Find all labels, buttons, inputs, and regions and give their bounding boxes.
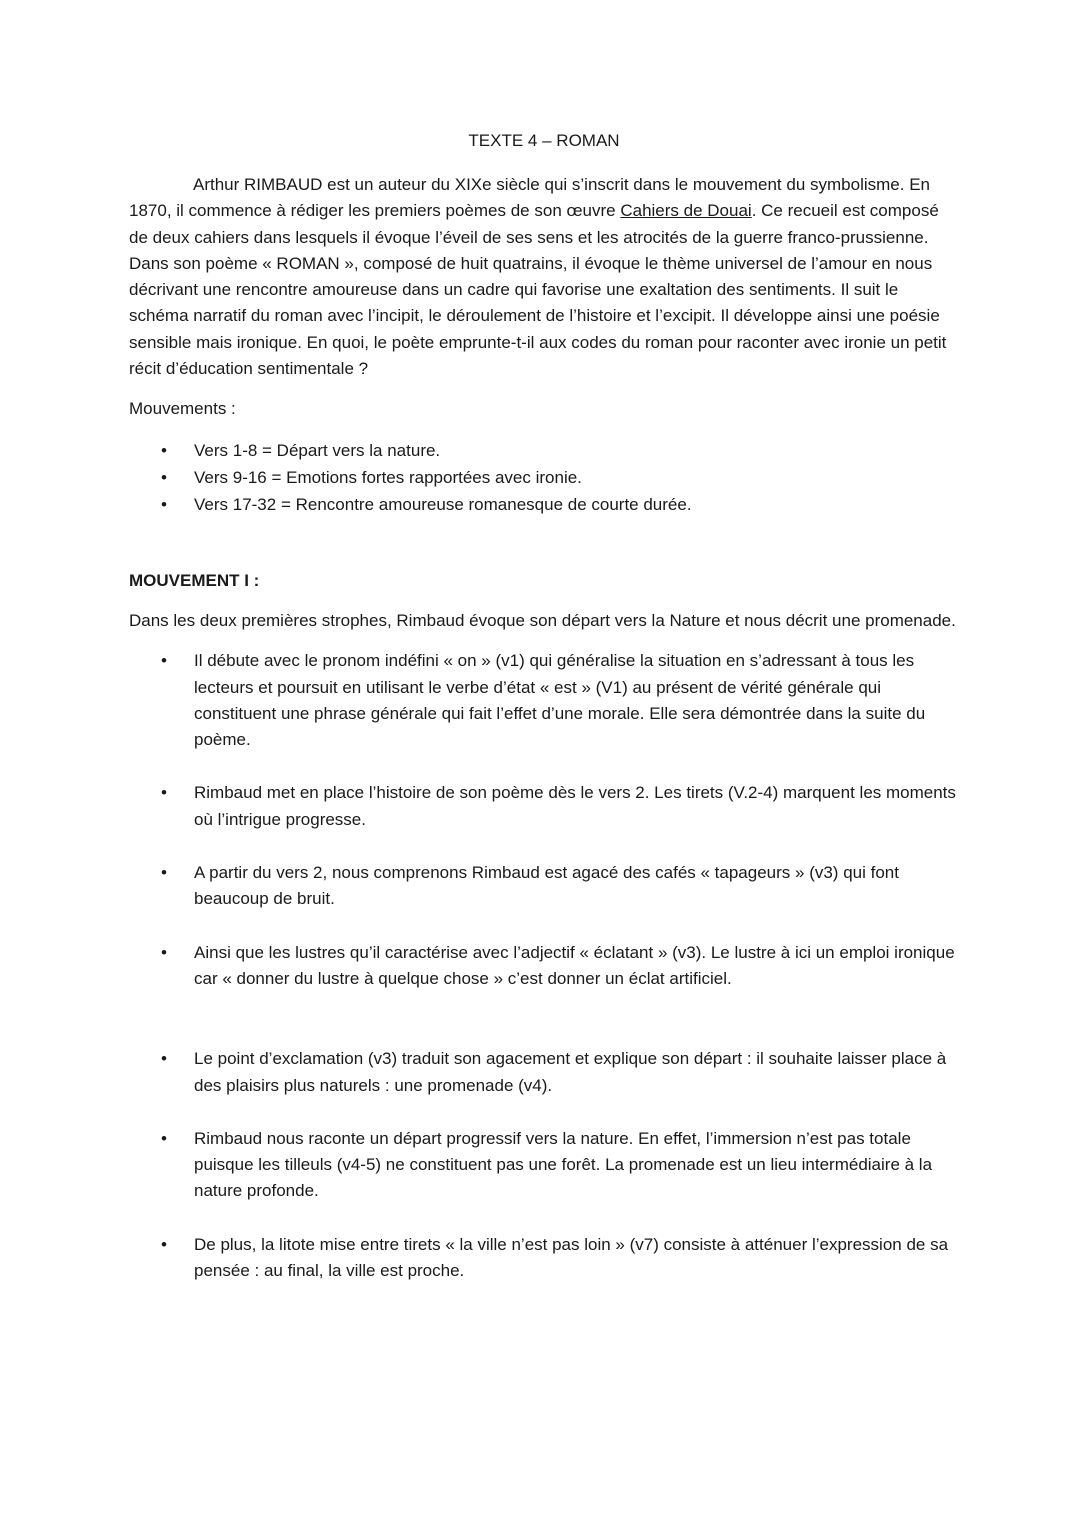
list-item-text: De plus, la litote mise entre tirets « la ville n’est pas loin » (v7) consiste à atténuer l’expression de sa pensée : au final, la ville est proche. xyxy=(194,1234,949,1281)
list-item xyxy=(129,780,959,833)
page-title: TEXTE 4 – ROMAN xyxy=(468,131,620,150)
bullet-icon: • xyxy=(161,1234,167,1254)
mouvements-label: Mouvements : xyxy=(129,399,236,419)
list-item-text: Rimbaud met en place l’histoire de son poème dès le vers 2. Les tirets (V.2-4) marquent les moments où l’intrigue progresse. xyxy=(194,783,956,829)
bullet-icon: • xyxy=(161,467,167,487)
list-item xyxy=(129,437,959,464)
intro-paragraph xyxy=(129,172,959,382)
bullet-icon: • xyxy=(161,494,167,514)
bullet-icon: • xyxy=(161,440,167,460)
list-item xyxy=(129,464,959,491)
list-item xyxy=(129,1126,959,1205)
list-item-text: Vers 9-16 = Emotions fortes rapportées avec ironie. xyxy=(194,467,582,487)
list-item xyxy=(129,1232,959,1285)
list-item-text: Vers 1-8 = Départ vers la nature. xyxy=(194,440,441,460)
list-item-text: Vers 17-32 = Rencontre amoureuse romanesque de courte durée. xyxy=(194,494,692,514)
work-title-underlined: Cahiers de Douai xyxy=(620,201,752,221)
bullet-icon: • xyxy=(161,1128,167,1148)
list-item-text: Rimbaud nous raconte un départ progressif vers la nature. En effet, l’immersion n’est pas totale puisque les tilleuls (v4-5) ne constituent pas une forêt. La promenade est un lieu intermédiaire à la nature profonde. xyxy=(194,1128,933,1201)
bullet-icon: • xyxy=(161,1049,167,1069)
document-page xyxy=(129,128,959,1284)
list-item xyxy=(129,491,959,518)
list-item xyxy=(129,648,959,753)
list-item xyxy=(129,940,959,993)
section-heading: MOUVEMENT I : xyxy=(129,570,260,590)
section-intro: Dans les deux premières strophes, Rimbaud évoque son départ vers la Nature et nous décrit une promenade. xyxy=(129,610,956,630)
intro-text-end: . Ce recueil est composé de deux cahiers dans lesquels il évoque l’éveil de ses sens et les atrocités de la guerre franco-prussienne. Dans son poème « ROMAN », composé de huit quatrains, il évoque le thème universel de l’amour en nous décrivant une rencontre amoureuse dans un cadre qui favorise une exaltation des sentiments. Il suit le schéma narratif du roman avec l’incipit, le déroulement de l’histoire et l’excipit. Il développe ainsi une poésie sensible mais ironique. En quoi, le poète emprunte-t-il aux codes du roman pour raconter avec ironie un petit récit d’éducation sentimentale ? xyxy=(129,201,947,379)
bullet-icon: • xyxy=(161,942,167,962)
list-item xyxy=(129,1046,959,1099)
list-item xyxy=(129,860,959,913)
intro-text-start: Arthur RIMBAUD est un auteur du XIXe siècle qui s’inscrit dans le mouvement du symbolisme. En 1870, il commence à rédiger les premiers poèmes de son œuvre xyxy=(129,175,930,221)
bullet-icon: • xyxy=(161,651,167,671)
list-item-text: A partir du vers 2, nous comprenons Rimbaud est agacé des cafés « tapageurs » (v3) qui font beaucoup de bruit. xyxy=(194,863,899,909)
analysis-points-list xyxy=(129,648,959,1284)
mouvements-list xyxy=(129,437,959,518)
list-item-text: Ainsi que les lustres qu’il caractérise avec l’adjectif « éclatant » (v3). Le lustre à ici un emploi ironique car « donner du lustre à quelque chose » c’est donner un éclat artificiel. xyxy=(194,942,955,988)
bullet-icon: • xyxy=(161,863,167,883)
bullet-icon: • xyxy=(161,783,167,803)
list-item-text: Le point d’exclamation (v3) traduit son agacement et explique son départ : il souhaite laisser place à des plaisirs plus naturels : une promenade (v4). xyxy=(194,1049,947,1095)
list-item-text: Il débute avec le pronom indéfini « on » (v1) qui généralise la situation en s’adressant à tous les lecteurs et poursuit en utilisant le verbe d’état « est » (V1) au présent de vérité générale qui constituent une phrase générale qui fait l’effet d’une morale. Elle sera démontrée dans la suite du poème. xyxy=(194,651,926,750)
